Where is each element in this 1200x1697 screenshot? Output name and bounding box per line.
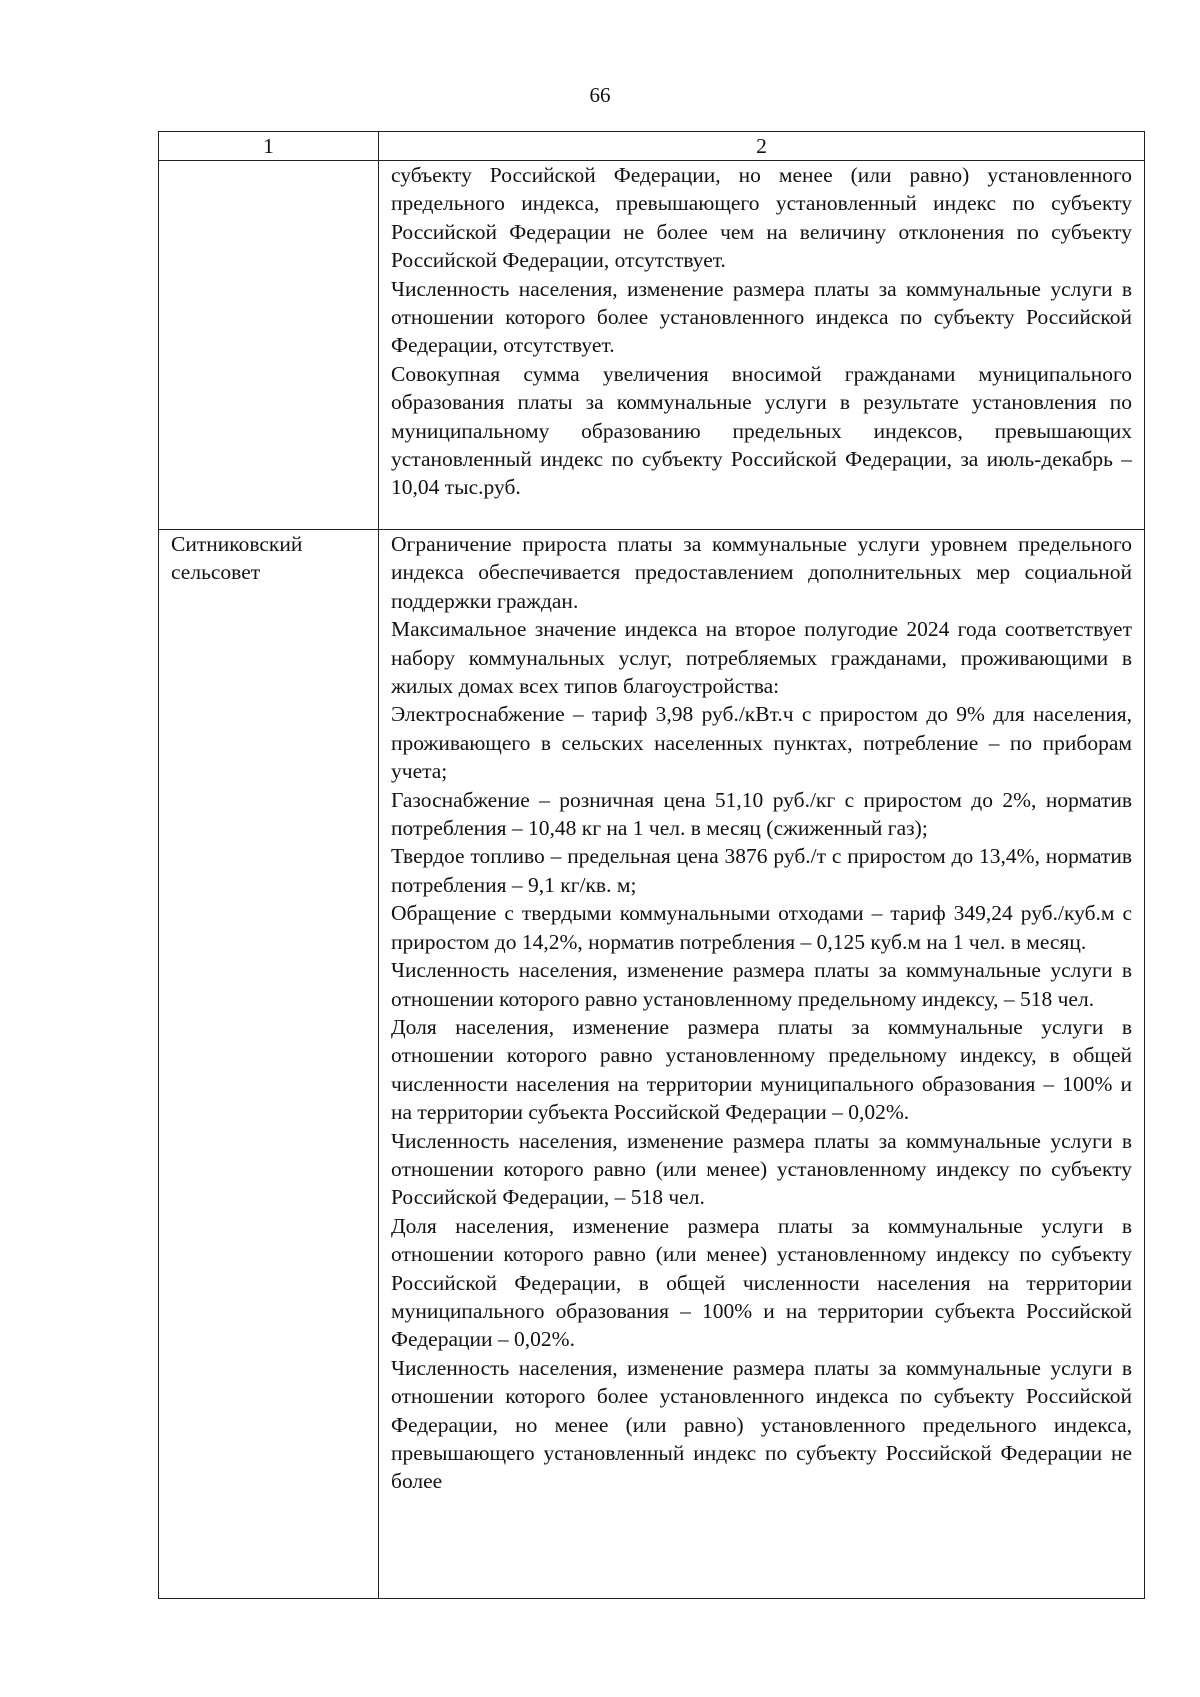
municipality-name: Ситниковский сельсовет bbox=[159, 530, 379, 1599]
paragraph: Максимальное значение индекса на второе полугодие 2024 года соответствует набору коммунальных услуг, потребляемых гражданами, проживающими в жилых домах всех типов благоустройства: bbox=[391, 617, 1132, 699]
column-header-2: 2 bbox=[379, 132, 1145, 161]
column-header-1: 1 bbox=[159, 132, 379, 161]
paragraph: Обращение с твердыми коммунальными отходами – тариф 349,24 руб./куб.м с приростом до 14,2%, норматив потребления – 0,125 куб.м на 1 чел. в месяц. bbox=[391, 901, 1132, 954]
document-table bbox=[158, 131, 1145, 1599]
paragraph: субъекту Российской Федерации, но менее (или равно) установленного предельного индекса, превышающего установленный индекс по субъекту Российской Федерации не более чем на величину отклонения по субъекту Российской Федерации, отсутствует. bbox=[391, 163, 1132, 273]
paragraph: Численность населения, изменение размера платы за коммунальные услуги в отношении которого равно (или менее) установленному индексу по субъекту Российской Федерации, – 518 чел. bbox=[391, 1128, 1132, 1210]
paragraph: Ограничение прироста платы за коммунальные услуги уровнем предельного индекса обеспечивается предоставлением дополнительных мер социальной поддержки граждан. bbox=[391, 532, 1132, 613]
paragraph: Электроснабжение – тариф 3,98 руб./кВт.ч с приростом до 9% для населения, проживающего в сельских населенных пунктах, потребление – по приборам учета; bbox=[391, 702, 1132, 784]
paragraph: Доля населения, изменение размера платы за коммунальные услуги в отношении которого равно установленному предельному индексу, в общей численности населения на территории муниципального образования – 100% и на территории субъекта Российской Федерации – 0,02%. bbox=[391, 1014, 1132, 1125]
municipality-name bbox=[159, 161, 379, 530]
description-cell bbox=[379, 161, 1145, 530]
paragraph: Газоснабжение – розничная цена 51,10 руб./кг с приростом до 2%, норматив потребления – 10,48 кг на 1 чел. в месяц (сжиженный газ); bbox=[391, 787, 1132, 841]
table-row bbox=[159, 530, 1145, 1599]
table-row bbox=[159, 161, 1145, 530]
paragraph: Численность населения, изменение размера платы за коммунальные услуги в отношении которого равно установленному предельному индексу, – 518 чел. bbox=[391, 958, 1132, 1011]
table-header-row bbox=[159, 132, 1145, 161]
paragraph: Численность населения, изменение размера платы за коммунальные услуги в отношении которого более установленного индекса по субъекту Российской Федерации, но менее (или равно) установленного предельного индекса, превышающего установленный индекс по субъекту Российской Федерации не более bbox=[391, 1355, 1132, 1494]
paragraph: Доля населения, изменение размера платы за коммунальные услуги в отношении которого равно (или менее) установленному индексу по субъекту Российской Федерации, в общей численности населения на территории муниципального образования – 100% и на территории субъекта Российской Федерации – 0,02%. bbox=[391, 1213, 1132, 1352]
description-cell bbox=[379, 530, 1145, 1599]
paragraph: Твердое топливо – предельная цена 3876 руб./т с приростом до 13,4%, норматив потребления – 9,1 кг/кв. м; bbox=[391, 844, 1132, 897]
paragraph: Численность населения, изменение размера платы за коммунальные услуги в отношении которого более установленного индекса по субъекту Российской Федерации, отсутствует. bbox=[391, 276, 1132, 358]
page-number: 66 bbox=[589, 83, 611, 107]
paragraph: Совокупная сумма увеличения вносимой гражданами муниципального образования платы за коммунальные услуги в результате установления по муниципальному образованию предельных индексов, превышающих установленный индекс по субъекту Российской Федерации, за июль-декабрь – 10,04 тыс.руб. bbox=[391, 361, 1132, 500]
